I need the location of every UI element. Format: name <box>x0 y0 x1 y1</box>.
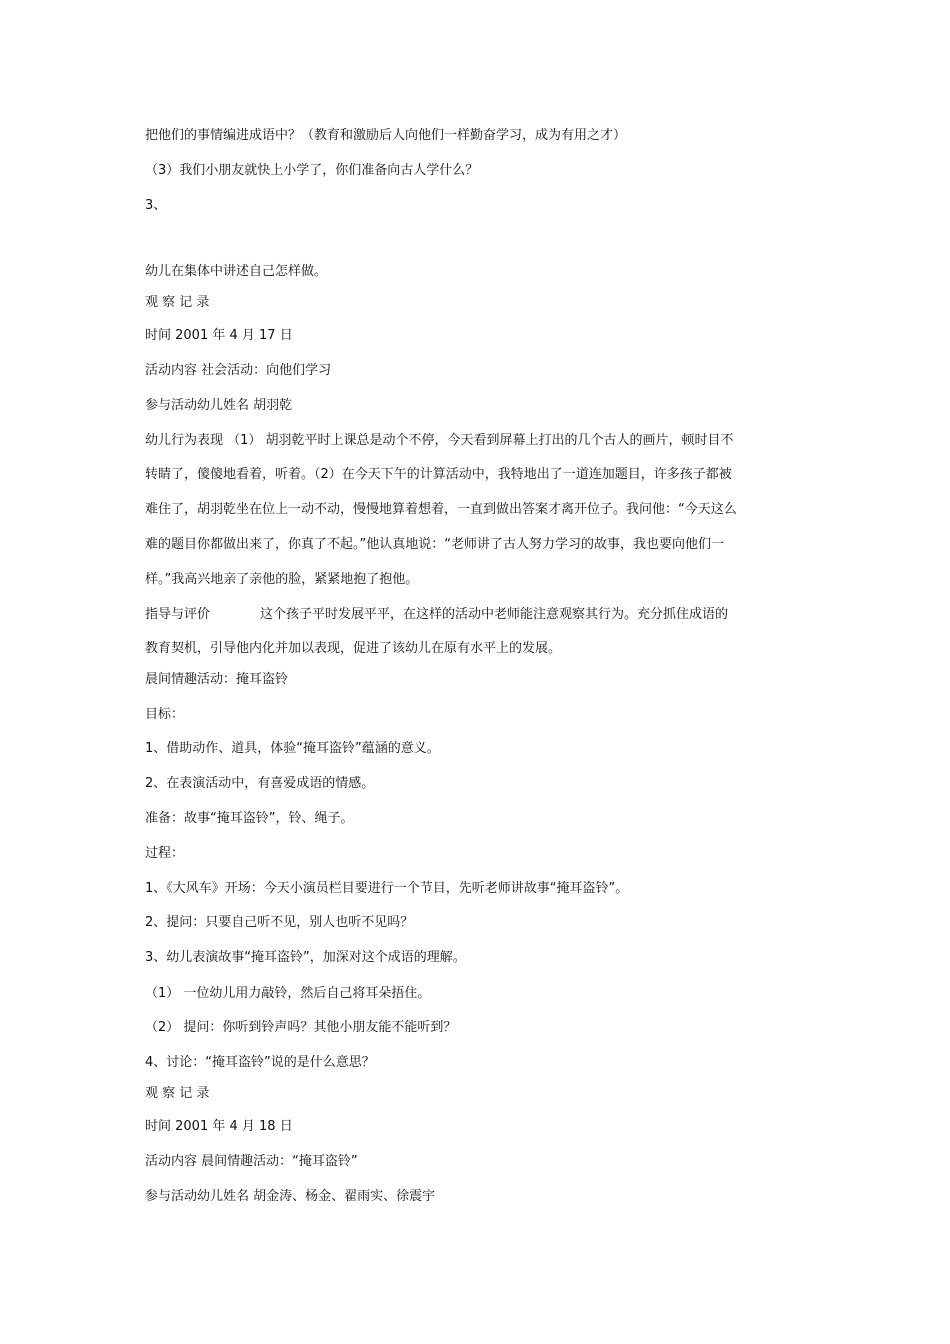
record-activity-content: 活动内容 社会活动：向他们学习 <box>145 363 332 378</box>
behavior-line: 样。”我高兴地亲了亲他的脸，紧紧地抱了抱他。 <box>145 572 419 587</box>
behavior-line: 难的题目你都做出来了，你真了不起。”他认真地说：“老师讲了古人努力学习的故事，我也要向他们一 <box>145 537 724 552</box>
guidance-text: 这个孩子平时发展平平，在这样的活动中老师能注意观察其行为。充分抓住成语的 <box>260 607 729 622</box>
goal-item: 2、在表演活动中，有喜爱成语的情感。 <box>145 776 375 791</box>
preparation-line: 准备：故事“掩耳盗铃”，铃、绳子。 <box>145 811 354 826</box>
record-child-name: 参与活动幼儿姓名 胡羽乾 <box>145 398 293 413</box>
process-substep: （2） 提问：你听到铃声吗？其他小朋友能不能听到？ <box>145 1020 457 1035</box>
process-heading: 过程： <box>145 846 185 861</box>
record-activity-content: 活动内容 晨间情趣活动：“掩耳盗铃” <box>145 1154 358 1169</box>
section-heading-observation-record: 观 察 记 录 <box>145 295 210 310</box>
guidance-label: 指导与评价 <box>145 607 211 622</box>
question-3-line: （3）我们小朋友就快上小学了，你们准备向古人学什么？ <box>145 163 479 178</box>
activity-heading: 晨间情趣活动：掩耳盗铃 <box>145 672 289 687</box>
paragraph-line: 幼儿在集体中讲述自己怎样做。 <box>145 264 328 279</box>
process-step: 1、《大风车》开场：今天小演员栏目要进行一个节目，先听老师讲故事“掩耳盗铃”。 <box>145 881 629 896</box>
goals-heading: 目标： <box>145 707 185 722</box>
process-step: 4、讨论：“掩耳盗铃”说的是什么意思？ <box>145 1055 375 1070</box>
guidance-line: 教育契机，引导他内化并加以表现，促进了该幼儿在原有水平上的发展。 <box>145 641 562 656</box>
record-time: 时间 2001 年 4 月 17 日 <box>145 328 293 343</box>
record-child-name: 参与活动幼儿姓名 胡金涛、杨金、翟雨实、徐震宇 <box>145 1189 436 1204</box>
step-3-heading: 3、 <box>145 198 167 213</box>
section-heading-observation-record: 观 察 记 录 <box>145 1086 210 1101</box>
goal-item: 1、借助动作、道具，体验“掩耳盗铃”蕴涵的意义。 <box>145 741 440 756</box>
behavior-line: 转睛了，傻傻地看着，听着。（2）在今天下午的计算活动中，我特地出了一道连加题目，许多孩子都被 <box>145 467 732 482</box>
guidance-line <box>145 606 728 624</box>
process-step: 3、幼儿表演故事“掩耳盗铃”，加深对这个成语的理解。 <box>145 950 466 965</box>
record-time: 时间 2001 年 4 月 18 日 <box>145 1119 293 1134</box>
paragraph-line: 把他们的事情编进成语中？（教育和激励后人向他们一样勤奋学习，成为有用之才） <box>145 128 627 143</box>
process-substep: （1） 一位幼儿用力敲铃，然后自己将耳朵捂住。 <box>145 986 431 1001</box>
behavior-line: 幼儿行为表现 （1） 胡羽乾平时上课总是动个不停，今天看到屏幕上打出的几个古人的画片，顿时目不 <box>145 433 734 448</box>
behavior-line: 难住了，胡羽乾坐在位上一动不动，慢慢地算着想着，一直到做出答案才离开位子。我问他：“今天这么 <box>145 502 737 517</box>
process-step: 2、提问：只要自己听不见，别人也听不见吗？ <box>145 915 414 930</box>
